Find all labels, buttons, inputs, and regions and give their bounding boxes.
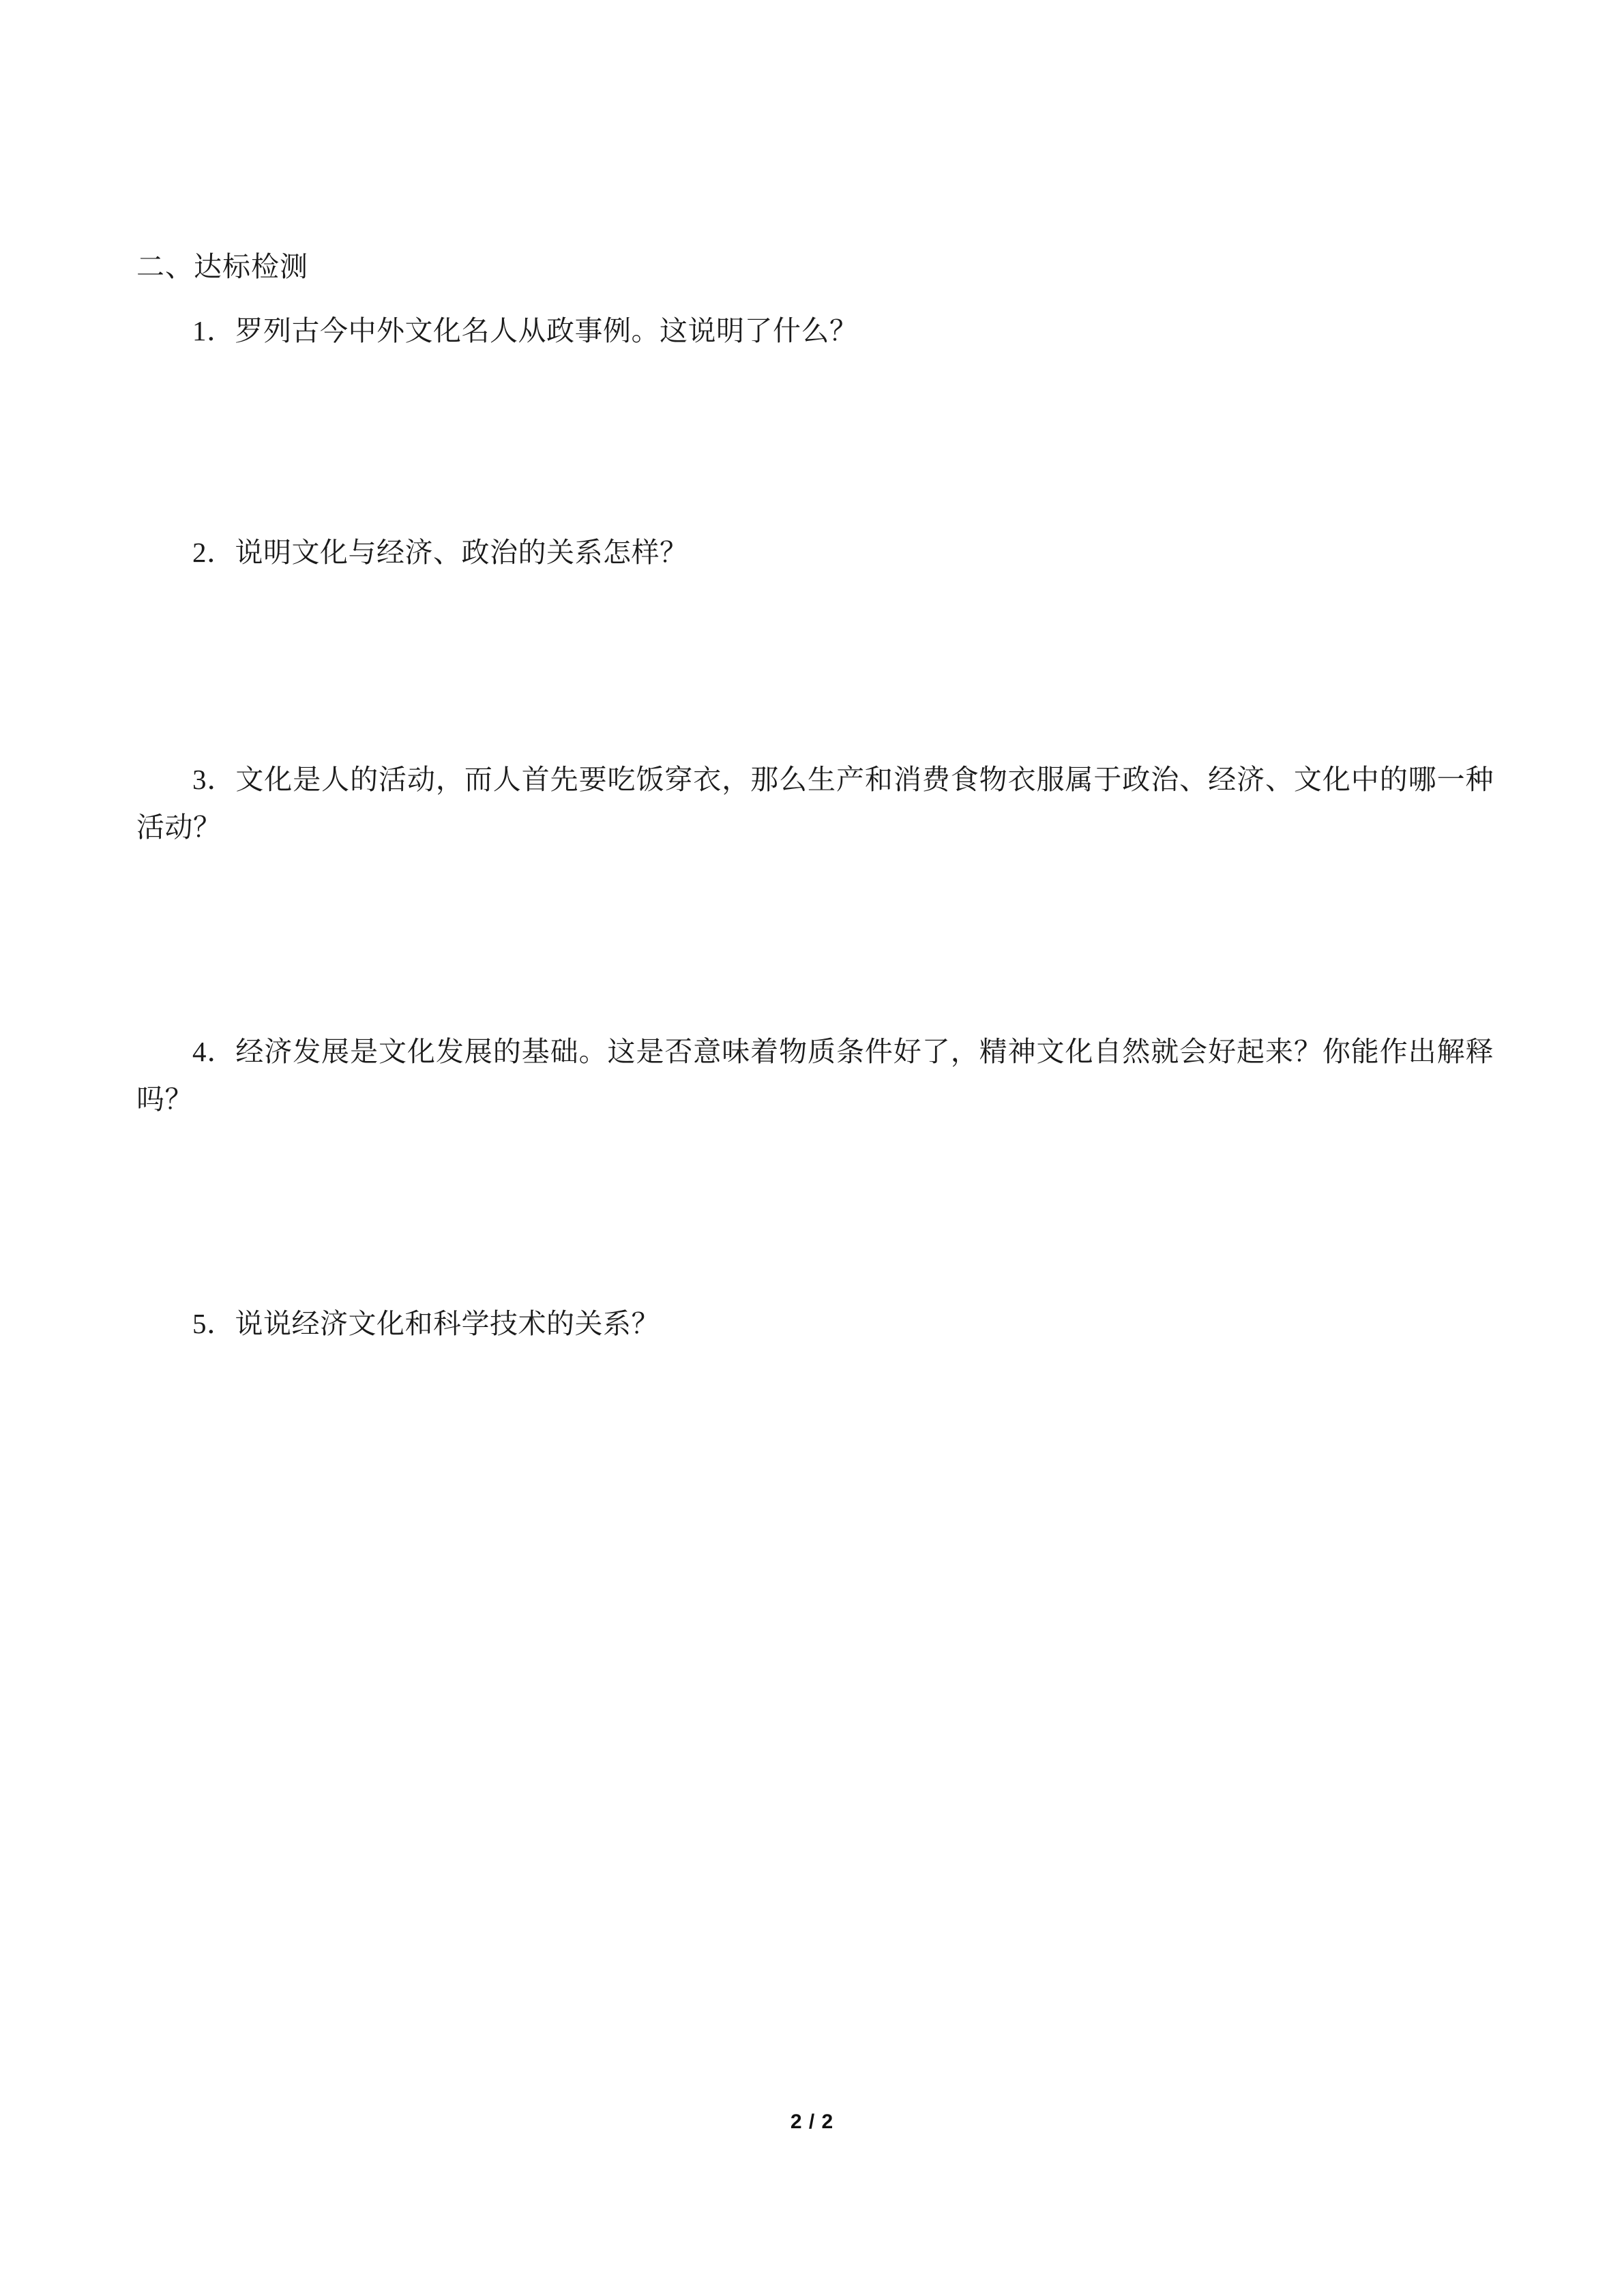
question-number: 5． bbox=[192, 1307, 235, 1339]
page-number-footer: 2 / 2 bbox=[790, 2111, 834, 2133]
question-text: 文化是人的活动，而人首先要吃饭穿衣，那么生产和消费食物衣服属于政治、经济、文化中的哪一种活动？ bbox=[136, 763, 1494, 844]
question-number: 4． bbox=[192, 1035, 236, 1067]
page-content bbox=[136, 245, 1494, 1347]
answer-space bbox=[136, 852, 1494, 1028]
question-item bbox=[136, 1028, 1494, 1124]
question-text: 说说经济文化和科学技术的关系？ bbox=[235, 1307, 660, 1339]
question-item bbox=[136, 528, 1494, 577]
question-number: 3． bbox=[192, 763, 236, 795]
question-text: 罗列古今中外文化名人从政事例。这说明了什么？ bbox=[235, 314, 858, 346]
question-item bbox=[136, 1300, 1494, 1348]
question-item bbox=[136, 307, 1494, 355]
question-number: 2． bbox=[192, 537, 235, 569]
answer-space bbox=[136, 577, 1494, 756]
question-text: 说明文化与经济、政治的关系怎样？ bbox=[235, 537, 688, 569]
answer-space bbox=[136, 355, 1494, 528]
section-heading: 二、达标检测 bbox=[136, 251, 308, 282]
question-number: 1． bbox=[192, 314, 235, 346]
question-item bbox=[136, 756, 1494, 852]
question-text: 经济发展是文化发展的基础。这是否意味着物质条件好了，精神文化自然就会好起来？你能作出解释吗？ bbox=[136, 1035, 1494, 1116]
answer-space bbox=[136, 1124, 1494, 1300]
